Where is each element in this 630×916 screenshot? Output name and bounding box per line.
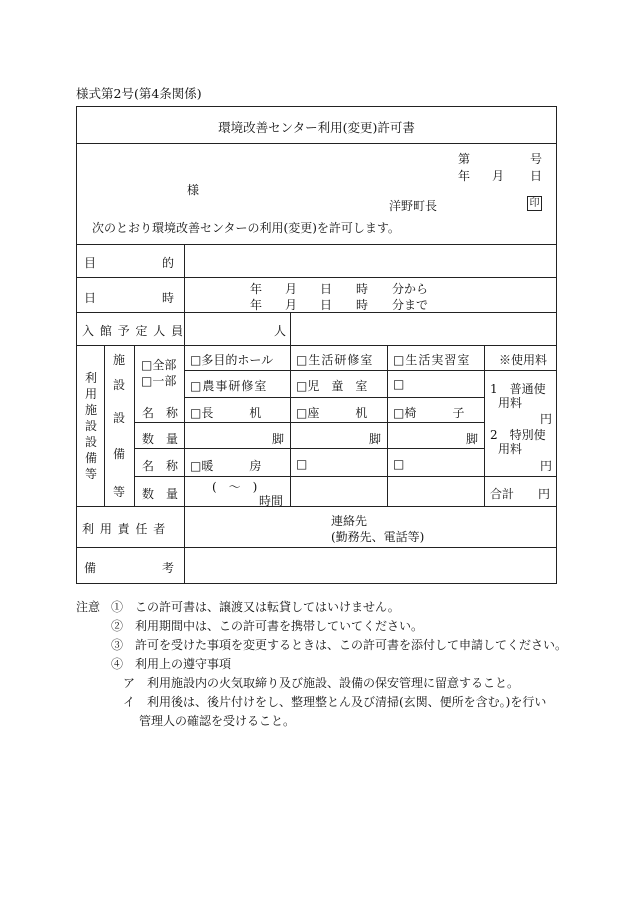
purpose-label: 目 的 <box>84 256 176 270</box>
note-item-2: ② 利用期間中は、この許可書を携帯していてください。 <box>111 619 424 633</box>
equip-name-label-1: 名 称 <box>142 406 179 420</box>
responsible-label: 利 用 責 任 者 <box>82 522 167 536</box>
form-reference: 様式第2号(第4条関係) <box>76 86 202 101</box>
notes-heading: 注意 <box>76 600 101 614</box>
seal-mark: 印 <box>527 196 542 211</box>
room-children[interactable]: □児 童 室 <box>296 379 368 393</box>
dt-from-suffix: 分から <box>392 282 429 296</box>
mayor-title: 洋野町長 <box>389 199 438 213</box>
dt-to-suffix: 分まで <box>392 298 429 312</box>
equip-qty-label-1: 数 量 <box>142 432 179 446</box>
dt-from-ji: 時 <box>356 282 369 296</box>
part-checkbox[interactable]: □一部 <box>141 374 177 388</box>
note-item-4: ④ 利用上の遵守事項 <box>111 657 232 671</box>
fee-special-yen: 円 <box>540 459 553 473</box>
dt-from-hi: 日 <box>320 282 333 296</box>
purpose-value[interactable] <box>190 250 550 270</box>
equip-other-2[interactable]: □ <box>393 457 405 471</box>
all-checkbox[interactable]: □全部 <box>141 358 177 372</box>
equip-qty-label-2: 数 量 <box>142 487 179 501</box>
equip-long-desk[interactable]: □長 机 <box>190 406 262 420</box>
fee-normal-yen: 円 <box>540 412 553 426</box>
form-title: 環境改善センター利用(変更)許可書 <box>218 120 415 135</box>
fee-normal-1: 1 普通使 <box>490 382 546 396</box>
equip-heating[interactable]: □暖 房 <box>190 459 262 473</box>
qty-unit-1: 脚 <box>272 432 285 446</box>
equip-chair[interactable]: □椅 子 <box>393 406 465 420</box>
equip-other-1[interactable]: □ <box>296 457 308 471</box>
facility-label-2: 設 <box>113 378 126 392</box>
room-life-practice[interactable]: □生活実習室 <box>393 353 471 367</box>
room-other[interactable]: □ <box>393 377 405 391</box>
dt-from-tsuki: 月 <box>285 282 298 296</box>
date-hi: 日 <box>530 169 543 183</box>
visitors-unit: 人 <box>274 324 287 338</box>
addressee-sama: 様 <box>187 183 200 197</box>
note-sub-b-cont: 管理人の確認を受けること。 <box>139 714 296 728</box>
dt-to-nen: 年 <box>250 298 263 312</box>
room-multipurpose-hall[interactable]: □多目的ホール <box>190 353 274 367</box>
equip-floor-desk[interactable]: □座 机 <box>296 406 368 420</box>
note-sub-a: ア 利用施設内の火気取締り及び施設、設備の保安管理に留意すること。 <box>123 676 520 690</box>
qty-unit-2: 脚 <box>369 432 382 446</box>
remarks-label: 備 考 <box>84 561 176 575</box>
date-tsuki: 月 <box>492 169 505 183</box>
facility-group-label: 利用施設設備等 <box>84 371 97 481</box>
dt-to-ji: 時 <box>356 298 369 312</box>
fee-header: ※使用料 <box>499 353 548 367</box>
heating-time-range: ( ～ ) <box>212 480 258 494</box>
equipment-label-1: 設 <box>113 411 126 425</box>
equipment-label-2: 備 <box>113 447 126 461</box>
equipment-label-3: 等 <box>113 485 126 499</box>
dt-to-hi: 日 <box>320 298 333 312</box>
fee-total: 合計 円 <box>490 487 551 501</box>
fee-special-1: 2 特別使 <box>490 428 546 442</box>
facility-label-1: 施 <box>113 353 126 367</box>
fee-normal-2: 用料 <box>498 396 523 410</box>
fee-special-2: 用料 <box>498 442 523 456</box>
room-agri-training[interactable]: □農事研修室 <box>190 379 268 393</box>
note-sub-b: イ 利用後は、後片付けをし、整理整とん及び清掃(玄関、便所を含む。)を行い <box>123 695 547 709</box>
visitors-label: 入 館 予 定 人 員 <box>82 324 185 338</box>
note-item-1: ① この許可書は、譲渡又は転貸してはいけません。 <box>111 600 400 614</box>
contact-note: (勤務先、電話等) <box>331 530 425 544</box>
contact-label: 連絡先 <box>331 514 368 528</box>
dt-from-nen: 年 <box>250 282 263 296</box>
date-nen: 年 <box>458 169 471 183</box>
permission-statement: 次のとおり環境改善センターの利用(変更)を許可します。 <box>92 221 400 235</box>
heating-time-unit: 時間 <box>259 494 284 508</box>
number-go: 号 <box>530 152 543 166</box>
note-item-3: ③ 許可を受けた事項を変更するときは、この許可書を添付して申請してください。 <box>111 638 568 652</box>
equip-name-label-2: 名 称 <box>142 459 179 473</box>
room-life-training[interactable]: □生活研修室 <box>296 353 374 367</box>
datetime-label: 日 時 <box>84 291 176 305</box>
number-dai: 第 <box>458 152 471 166</box>
qty-unit-3: 脚 <box>466 432 479 446</box>
dt-to-tsuki: 月 <box>285 298 298 312</box>
